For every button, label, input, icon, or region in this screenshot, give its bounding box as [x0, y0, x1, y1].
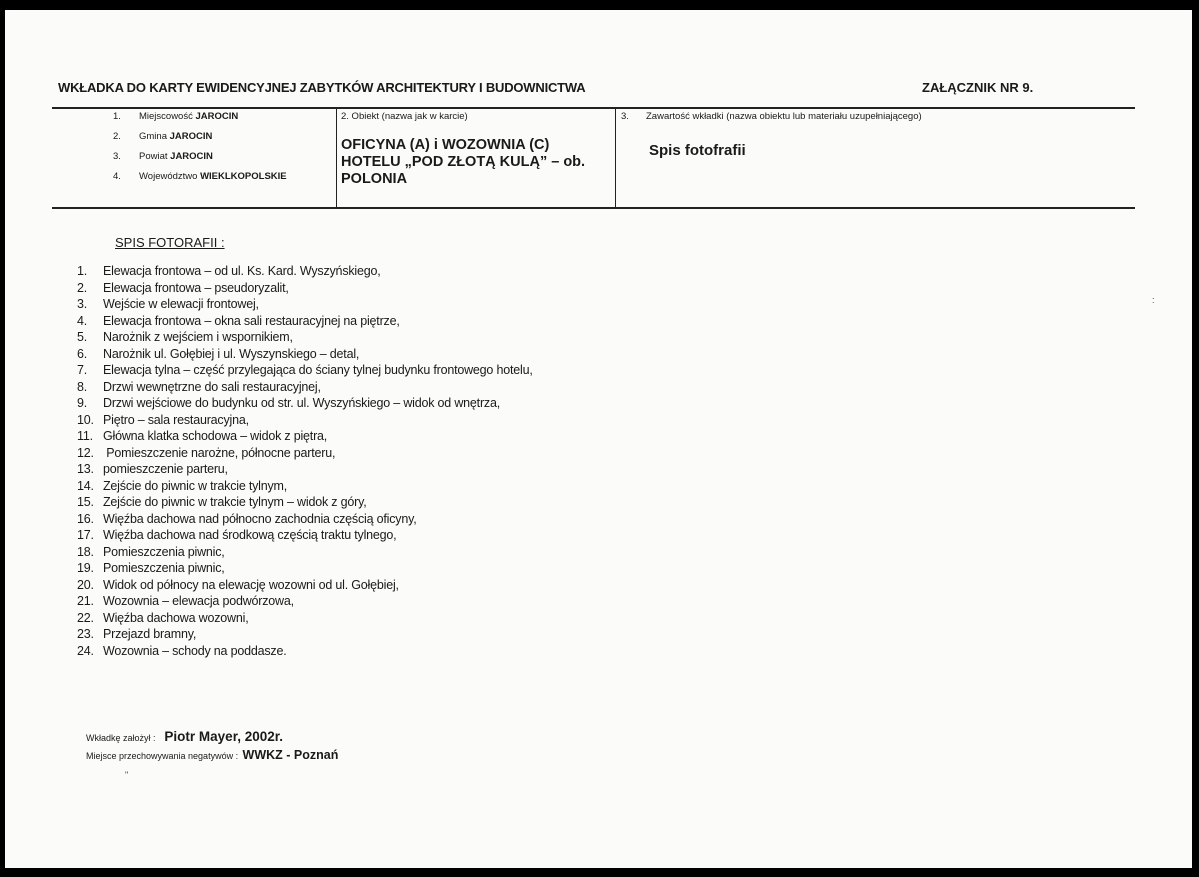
- list-item-text: Główna klatka schodowa – widok z piętra,: [103, 429, 328, 443]
- list-item-text: Narożnik ul. Gołębiej i ul. Wyszynskiego – detal,: [103, 346, 360, 361]
- storage-label: Miejsce przechowywania negatywów :: [86, 751, 239, 761]
- list-item: [77, 428, 533, 445]
- list-item-text: Więźba dachowa nad środkową częścią traktu tylnego,: [103, 528, 397, 542]
- list-item-number: 19.: [77, 561, 94, 575]
- list-item-number: 18.: [77, 544, 94, 559]
- object-heading: 2. Obiekt (nazwa jak w karcie): [341, 111, 468, 122]
- contents-value: Spis fotofrafii: [649, 142, 746, 159]
- storage-value: WWKZ - Poznań: [242, 748, 339, 762]
- list-item-text: Pomieszczenia piwnic,: [103, 544, 225, 559]
- list-item: [77, 412, 533, 429]
- list-item-text: Widok od północy na elewację wozowni od ul. Gołębiej,: [103, 577, 399, 592]
- list-item: [77, 445, 533, 462]
- storage-line: [86, 746, 338, 764]
- location-row-voivodeship: [113, 171, 287, 191]
- list-item: [77, 544, 533, 561]
- list-item-number: 8.: [77, 379, 88, 394]
- list-item-number: 17.: [77, 528, 94, 542]
- list-item: [77, 280, 533, 297]
- list-item: [77, 313, 533, 330]
- list-item-text: pomieszczenie parteru,: [103, 462, 228, 476]
- contents-heading-text: Zawartość wkładki (nazwa obiektu lub materiału uzupełniającego): [646, 111, 922, 122]
- list-item-number: 23.: [77, 627, 94, 641]
- list-item-number: 5.: [77, 330, 88, 344]
- list-item-text: Zejście do piwnic w trakcie tylnym – widok z góry,: [103, 495, 367, 509]
- list-item: [77, 395, 533, 412]
- document-title: WKŁADKA DO KARTY EWIDENCYJNEJ ZABYTKÓW ARCHITEKTURY I BUDOWNICTWA: [58, 80, 586, 95]
- list-item-text: Wozownia – elewacja podwórzowa,: [103, 594, 294, 608]
- location-number: 1.: [113, 111, 121, 122]
- annex-number: ZAŁĄCZNIK NR 9.: [922, 80, 1034, 95]
- column-divider-1: [336, 108, 337, 208]
- list-item-number: 22.: [77, 610, 94, 625]
- list-item-text: Pomieszczenia piwnic,: [103, 561, 225, 575]
- location-value: JAROCIN: [170, 151, 213, 162]
- location-label: Gmina: [139, 131, 167, 142]
- location-label: Województwo: [139, 171, 198, 182]
- list-item-number: 6.: [77, 346, 88, 361]
- list-item: [77, 379, 533, 396]
- location-value: JAROCIN: [169, 131, 213, 142]
- list-item: [77, 346, 533, 363]
- list-item-text: Elewacja frontowa – okna sali restauracyjnej na piętrze,: [103, 313, 400, 328]
- list-item-text: Elewacja frontowa – pseudoryzalit,: [103, 280, 289, 295]
- list-item: [77, 593, 533, 610]
- column-divider-2: [615, 108, 616, 208]
- list-item-text: Piętro – sala restauracyjna,: [103, 412, 249, 427]
- list-item-number: 11.: [77, 429, 93, 443]
- list-item-text: Przejazd bramny,: [103, 627, 197, 641]
- author-label: Wkładkę założył :: [86, 733, 156, 743]
- photo-list: [77, 263, 533, 659]
- scan-speck: ": [125, 770, 129, 780]
- list-item-text: Więźba dachowa wozowni,: [103, 610, 249, 625]
- list-item-number: 3.: [77, 297, 88, 311]
- list-item-number: 13.: [77, 462, 94, 476]
- list-item-text: Zejście do piwnic w trakcie tylnym,: [103, 478, 288, 493]
- list-item-number: 12.: [77, 445, 94, 460]
- header-rule-top: [52, 107, 1135, 109]
- header-rule-bottom: [52, 207, 1135, 209]
- location-block: [113, 111, 287, 191]
- list-item-number: 14.: [77, 478, 94, 493]
- list-item-number: 16.: [77, 511, 94, 526]
- list-item: [77, 610, 533, 627]
- list-item: [77, 362, 533, 379]
- location-value: JAROCIN: [195, 111, 239, 122]
- contents-heading: [621, 111, 922, 122]
- scan-speck: :: [1152, 295, 1155, 305]
- location-row-county: [113, 151, 287, 171]
- list-item-number: 9.: [77, 396, 88, 410]
- location-label: Powiat: [139, 151, 168, 162]
- list-item: [77, 461, 533, 478]
- location-row-commune: [113, 131, 287, 151]
- list-item: [77, 643, 533, 660]
- location-number: 4.: [113, 171, 121, 182]
- list-item-text: Elewacja tylna – część przylegająca do ściany tylnej budynku frontowego hotelu,: [103, 363, 533, 377]
- list-item: [77, 329, 533, 346]
- location-label: Miejscowość: [139, 111, 193, 122]
- location-row-town: [113, 111, 287, 131]
- contents-number: 3.: [621, 111, 629, 122]
- document-sheet: [5, 10, 1192, 868]
- list-item: [77, 478, 533, 495]
- list-item: [77, 263, 533, 280]
- photo-list-title: SPIS FOTORAFII :: [115, 235, 225, 250]
- list-item-number: 4.: [77, 313, 88, 328]
- list-item-number: 7.: [77, 363, 88, 377]
- list-item: [77, 494, 533, 511]
- list-item-text: Wejście w elewacji frontowej,: [103, 297, 259, 311]
- list-item: [77, 527, 533, 544]
- list-item-text: Drzwi wejściowe do budynku od str. ul. Wyszyńskiego – widok od wnętrza,: [103, 396, 500, 410]
- list-item-text: Drzwi wewnętrzne do sali restauracyjnej,: [103, 379, 321, 394]
- list-item-text: Pomieszczenie narożne, północne parteru,: [103, 445, 336, 460]
- list-item-number: 10.: [77, 412, 94, 427]
- list-item-text: Wozownia – schody na poddasze.: [103, 643, 287, 658]
- list-item-text: Narożnik z wejściem i wspornikiem,: [103, 330, 293, 344]
- location-number: 3.: [113, 151, 121, 162]
- list-item-number: 15.: [77, 495, 94, 509]
- author-line: [86, 728, 283, 746]
- list-item-number: 2.: [77, 280, 88, 295]
- list-item-number: 1.: [77, 264, 88, 278]
- list-item-number: 21.: [77, 594, 94, 608]
- location-value: WIEKLKOPOLSKIE: [200, 171, 287, 182]
- author-value: Piotr Mayer, 2002r.: [164, 729, 283, 744]
- list-item: [77, 560, 533, 577]
- list-item: [77, 626, 533, 643]
- list-item: [77, 511, 533, 528]
- list-item-text: Elewacja frontowa – od ul. Ks. Kard. Wyszyńskiego,: [103, 264, 381, 278]
- list-item-text: Więźba dachowa nad północno zachodnia częścią oficyny,: [103, 511, 417, 526]
- object-name: OFICYNA (A) i WOZOWNIA (C) HOTELU „POD ZŁOTĄ KULĄ” – ob. POLONIA: [341, 137, 586, 187]
- location-number: 2.: [113, 131, 121, 142]
- list-item: [77, 296, 533, 313]
- list-item: [77, 577, 533, 594]
- list-item-number: 20.: [77, 577, 94, 592]
- list-item-number: 24.: [77, 643, 94, 658]
